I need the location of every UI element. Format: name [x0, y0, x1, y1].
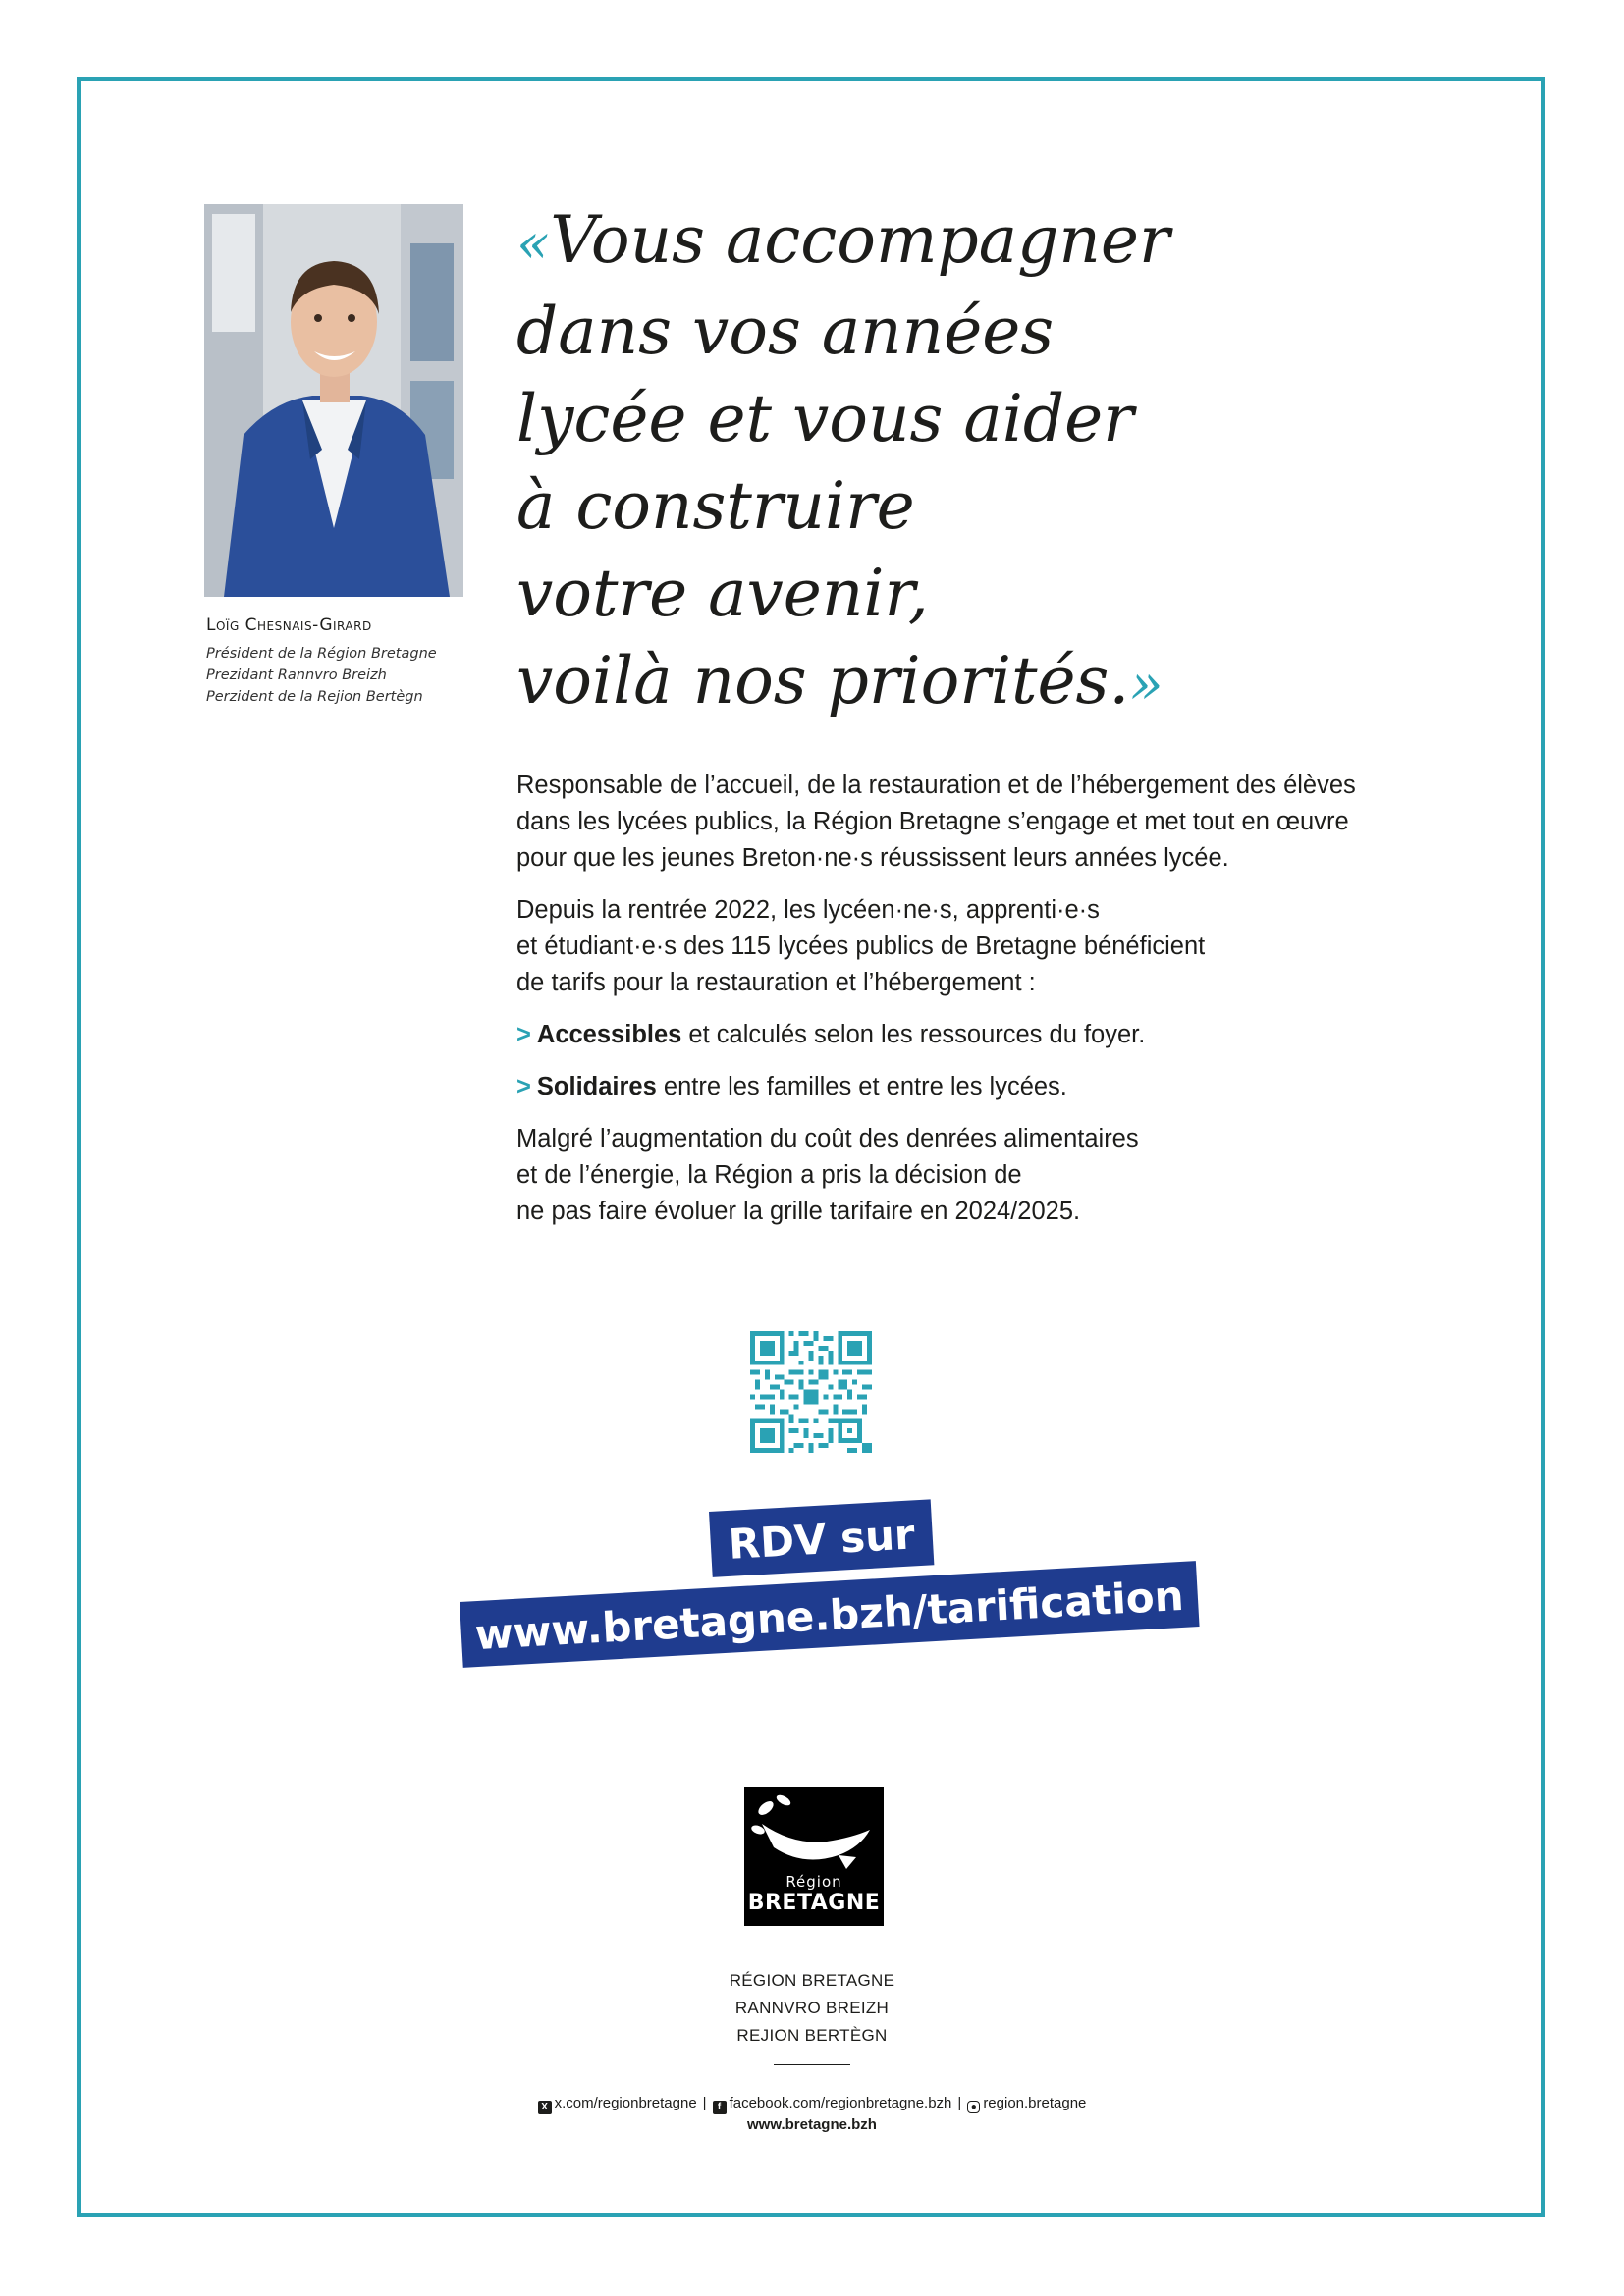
text-line: et de l’énergie, la Région a pris la décision de [516, 1161, 1022, 1189]
text-line: Depuis la rentrée 2022, les lycéen·ne·s, apprenti·e·s [516, 896, 1100, 924]
separator: | [957, 2095, 962, 2111]
chevron-right-icon: > [516, 1021, 531, 1048]
cta-url-banner[interactable]: www.bretagne.bzh/tarification [460, 1561, 1199, 1668]
bullet-accessibles [516, 1017, 1459, 1053]
quote-line: lycée et vous aider [516, 381, 1134, 456]
text-line: ne pas faire évoluer la grille tarifaire en 2024/2025. [516, 1198, 1081, 1225]
bullet-solidaires [516, 1069, 1459, 1105]
separator: | [702, 2095, 707, 2111]
social-links [0, 2095, 1624, 2114]
instagram-icon: ● [967, 2101, 980, 2113]
person-role-fr: Président de la Région Bretagne [206, 646, 437, 662]
hermine-emblem-icon [744, 1787, 884, 1875]
person-role-br: Prezidant Rannvro Breizh [206, 667, 387, 683]
instagram-link[interactable]: region.bretagne [983, 2095, 1087, 2111]
text-line: Responsable de l’accueil, de la restauration et de l’hébergement des élèves [516, 772, 1356, 799]
quote-line [516, 196, 1170, 288]
logo-bretagne-text: BRETAGNE [747, 1891, 881, 1915]
text-line: de tarifs pour la restauration et l’hébergement : [516, 969, 1036, 996]
website-link[interactable]: www.bretagne.bzh [747, 2116, 877, 2133]
logo-region-text: Région [785, 1873, 842, 1891]
quote-line-text: voilà nos priorités. [516, 643, 1130, 719]
region-bretagne-logo [744, 1787, 884, 1926]
quote-close-mark: » [1129, 653, 1164, 717]
quote-line: dans vos années [516, 294, 1055, 369]
quote-line: votre avenir, [516, 556, 929, 631]
text-line: et étudiant·e·s des 115 lycées publics de Bretagne bénéficient [516, 933, 1206, 960]
paragraph-intro [516, 768, 1459, 877]
bullet-keyword: Solidaires [536, 1073, 657, 1100]
chevron-right-icon: > [516, 1073, 531, 1100]
quote-line-text: Vous accompagner [550, 202, 1170, 278]
quote-line: à construire [516, 468, 915, 544]
paragraph-grille [516, 1121, 1459, 1230]
qr-code[interactable] [750, 1331, 872, 1453]
divider [774, 2064, 850, 2065]
paragraph-tarifs [516, 892, 1459, 1001]
x-link[interactable]: x.com/regionbretagne [554, 2095, 697, 2111]
bullet-keyword: Accessibles [536, 1021, 682, 1048]
bullet-text: et calculés selon les ressources du foyer. [681, 1021, 1146, 1048]
x-icon: X [538, 2101, 552, 2114]
facebook-icon: f [713, 2101, 727, 2114]
body-text [516, 768, 1459, 1246]
org-name-fr: RÉGION BRETAGNE [729, 1971, 895, 1990]
cta-rdv-banner: RDV sur [709, 1499, 934, 1577]
text-line: pour que les jeunes Breton·ne·s réussissent leurs années lycée. [516, 844, 1229, 872]
bullet-text: entre les familles et entre les lycées. [656, 1073, 1067, 1100]
headline-quote [516, 196, 1170, 728]
person-role-gallo: Perzident de la Rejion Bertègn [206, 689, 423, 705]
person-name: Loïg Chesnais-Girard [206, 615, 372, 635]
text-line: Malgré l’augmentation du coût des denrées alimentaires [516, 1125, 1139, 1152]
facebook-link[interactable]: facebook.com/regionbretagne.bzh [729, 2095, 952, 2111]
quote-line [516, 637, 1170, 728]
text-line: dans les lycées publics, la Région Bretagne s’engage et met tout en œuvre [516, 808, 1349, 835]
portrait-illustration [204, 204, 463, 597]
org-name-gallo: REJION BERTÈGN [736, 2026, 888, 2045]
photo-credit: © Région Bretagne [416, 708, 426, 793]
quote-open-mark: « [516, 212, 551, 276]
org-name-br: RANNVRO BREIZH [734, 1999, 890, 2017]
